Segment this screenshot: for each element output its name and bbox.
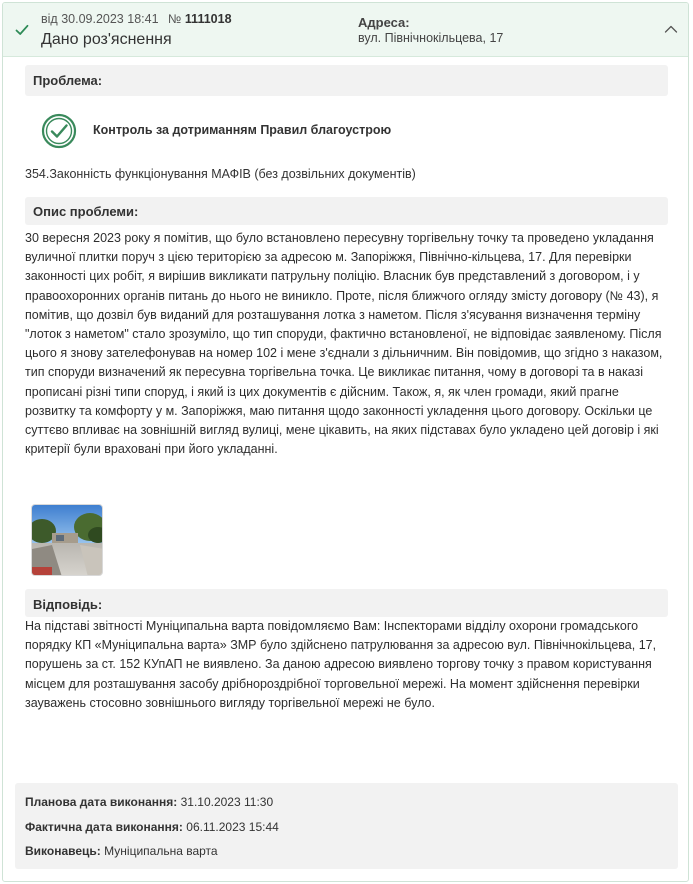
answer-text: На підставі звітності Муніципальна варта повідомляємо Вам: Інспекторами відділу охорони громадського порядку КП «Муніципальна варта» ЗМР було здійснено патрулювання за адресою вул. Північнокільцева, 17, порушень за ст. 152 КУпАП не виявлено. За даною адресою виявлено торгову точку з правом користування місцем для розташування засобу дрібнороздрібної торговельної мережі. На момент здійснення перевірки зауважень стосовно зовнішнього вигляду торгівельної мережі не було. xyxy=(25,619,657,710)
executor-label: Виконавець: xyxy=(25,844,101,858)
attached-photo[interactable] xyxy=(31,504,103,576)
actual-date-label: Фактична дата виконання: xyxy=(25,820,183,834)
address-label: Адреса: xyxy=(358,15,410,30)
chevron-up-icon[interactable] xyxy=(664,24,678,34)
appeal-meta xyxy=(41,12,232,26)
date-prefix: від xyxy=(41,12,58,26)
execution-info xyxy=(15,783,678,869)
appeal-datetime: 30.09.2023 18:41 xyxy=(61,12,159,26)
actual-date-row xyxy=(25,820,279,834)
appeal-status: Дано роз'яснення xyxy=(41,31,172,48)
photo-thumbnail xyxy=(32,505,103,576)
description-section-label: Опис проблеми: xyxy=(25,197,668,225)
description-text: 30 вересня 2023 року я помітив, що було встановлено пересувну торгівельну точку та проведено укладання вуличної плитки поруч з цією територією за адресою м. Запоріжжя, Північно-кільцева, 17. Для перевірки законності цих робіт, я вирішив викликати патрульну поліцію. Власник був представлений з договором, і у правоохоронних органів питань до нього не виникло. Проте, після ближчого огляду змісту договору (№ 43), я помітив, що дозвіл був виданий для розташування лотка з наметом. Після з'ясування визначення терміну "лоток з наметом" стало зрозуміло, що тип споруди, фактично встановленої, не відповідає заявленому. Після цього я знову зателефонував на номер 102 і мене з'єднали з дільничним. Він повідомив, що згідно з наказом, тип споруди визначений як пересувна торгівельна точка. Це викликає питання, чому в договорі та в наказі прописані різні типи споруд, і який із цих документів є дійсним. Також, я, як член громади, який прагне розвитку та комфорту у м. Запоріжжя, маю питання щодо законності укладення цього договору. Оскільки це суттєво впливає на зовнішній вигляд вулиці, мене цікавить, на яких підставах було укладено цей договір і які критерії були враховані при його укладанні. xyxy=(25,231,663,457)
card-header[interactable] xyxy=(3,3,688,57)
check-icon xyxy=(15,23,29,37)
address-value: вул. Північнокільцева, 17 xyxy=(358,31,504,45)
problem-section-label: Проблема: xyxy=(25,65,668,96)
planned-date-value: 31.10.2023 11:30 xyxy=(180,795,274,809)
appeal-number: 1111018 xyxy=(184,12,232,26)
executor-row xyxy=(25,844,218,858)
appeal-card xyxy=(2,2,689,882)
problem-category: Контроль за дотриманням Правил благоустрою xyxy=(93,123,392,137)
planned-date-row xyxy=(25,795,273,809)
answer-section-label: Відповідь: xyxy=(25,589,668,617)
number-label: № xyxy=(168,12,182,26)
planned-date-label: Планова дата виконання: xyxy=(25,795,178,809)
actual-date-value: 06.11.2023 15:44 xyxy=(186,820,279,834)
problem-subcategory: 354.Законність функціонування МАФІВ (без дозвільних документів) xyxy=(25,167,416,181)
executor-value: Муніципальна варта xyxy=(104,844,218,858)
check-circle-icon xyxy=(41,113,77,149)
